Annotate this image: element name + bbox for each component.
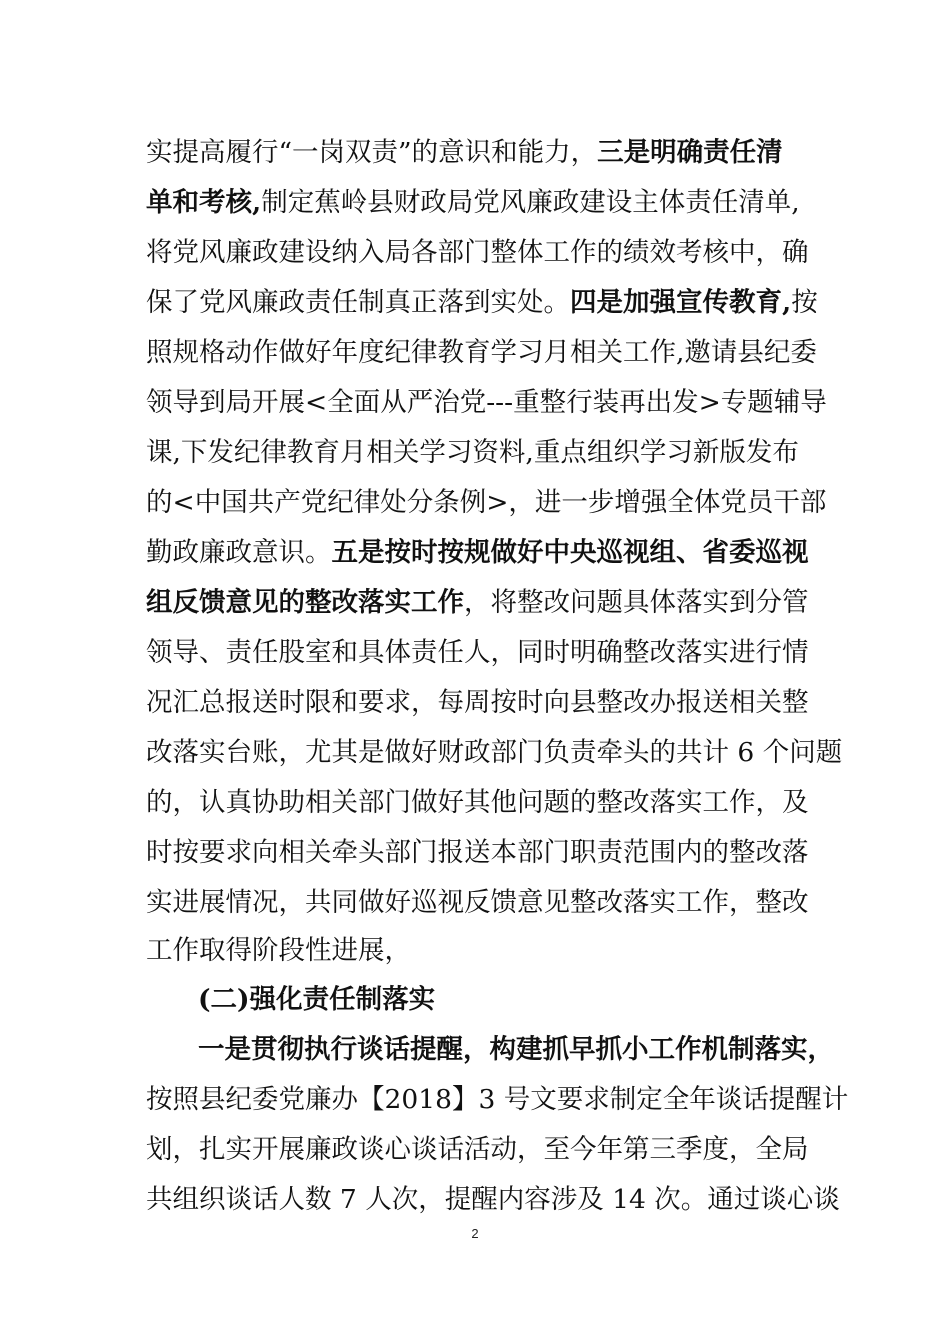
- text-line: 工作取得阶段性进展，: [146, 935, 411, 966]
- text-line: 的<中国共产党纪律处分条例>，进一步增强全体党员干部: [146, 487, 827, 518]
- text-line: 按照县纪委党廉办【2018】3 号文要求制定全年谈话提醒计: [146, 1084, 849, 1115]
- text-line: 时按要求向相关牵头部门报送本部门职责范围内的整改落: [146, 837, 809, 868]
- text-line: 课,下发纪律教育月相关学习资料,重点组织学习新版发布: [146, 437, 799, 468]
- text-line: 保了党风廉政责任制真正落到实处。四是加强宣传教育,按: [146, 287, 818, 318]
- text-line: 将党风廉政建设纳入局各部门整体工作的绩效考核中，确: [146, 237, 809, 268]
- text-line: 领导到局开展<全面从严治党---重整行装再出发>专题辅导: [146, 387, 827, 418]
- section-heading: (二)强化责任制落实: [198, 984, 436, 1015]
- text-line: 共组织谈话人数 7 人次，提醒内容涉及 14 次。通过谈心谈: [146, 1184, 840, 1215]
- text-line: 实提高履行“一岗双责”的意识和能力，三是明确责任清: [146, 137, 783, 168]
- text-line: 实进展情况，共同做好巡视反馈意见整改落实工作，整改: [146, 887, 809, 918]
- text-line: 的，认真协助相关部门做好其他问题的整改落实工作，及: [146, 787, 809, 818]
- text-line: 划，扎实开展廉政谈心谈话活动，至今年第三季度，全局: [146, 1134, 809, 1165]
- text-line: 勤政廉政意识。五是按时按规做好中央巡视组、省委巡视: [146, 537, 809, 568]
- text-line: 单和考核,制定蕉岭县财政局党风廉政建设主体责任清单,: [146, 187, 800, 218]
- text-line: 照规格动作做好年度纪律教育学习月相关工作,邀请县纪委: [146, 337, 817, 368]
- text-line: 组反馈意见的整改落实工作，将整改问题具体落实到分管: [146, 587, 809, 618]
- paragraph-lead: 一是贯彻执行谈话提醒，构建抓早抓小工作机制落实，: [198, 1034, 834, 1065]
- text-line: 改落实台账，尤其是做好财政部门负责牵头的共计 6 个问题: [146, 737, 843, 768]
- page-number: 2: [471, 1226, 479, 1241]
- text-line: 况汇总报送时限和要求，每周按时向县整改办报送相关整: [146, 687, 809, 718]
- text-line: 领导、责任股室和具体责任人，同时明确整改落实进行情: [146, 637, 809, 668]
